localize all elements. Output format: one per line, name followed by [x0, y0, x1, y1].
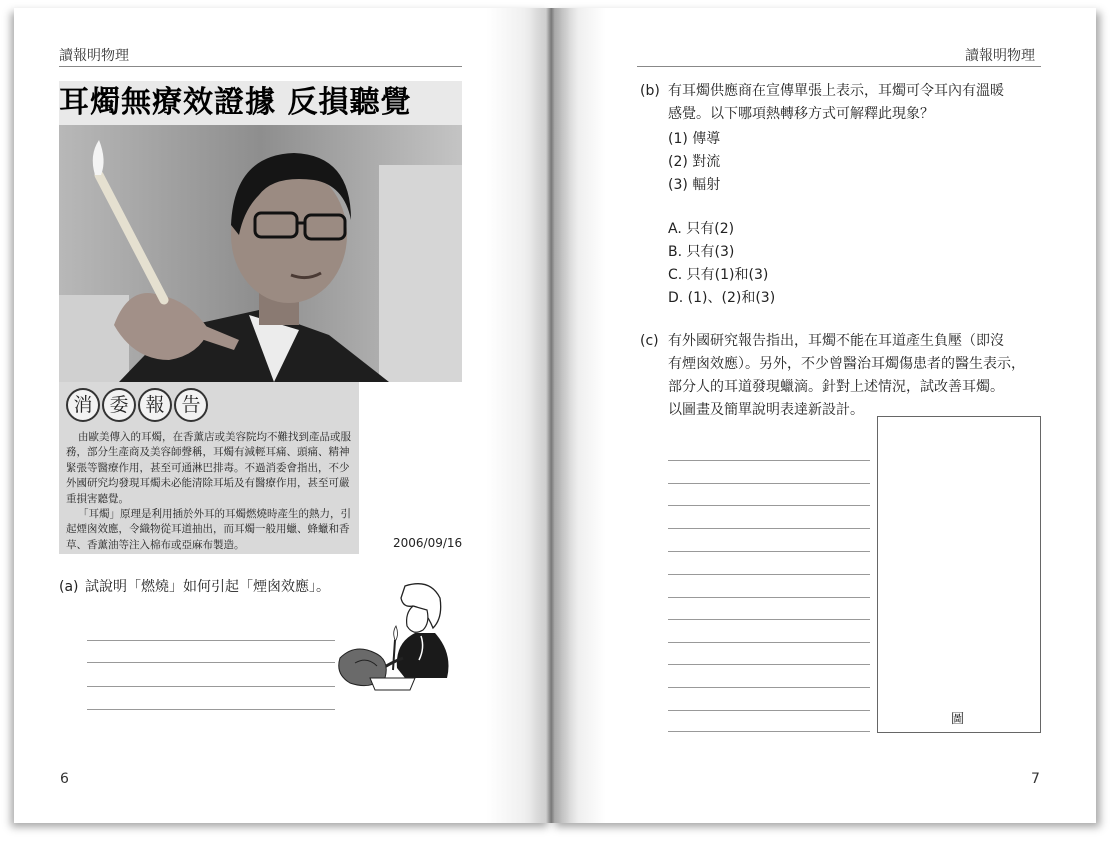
question-b-label: (b): [640, 83, 660, 99]
statement-3: (3) 輻射: [668, 177, 721, 193]
ear-candle-demonstration-illustration: [59, 125, 462, 382]
running-head-right: 讀報明物理: [965, 48, 1035, 64]
question-c-label: (c): [640, 333, 659, 349]
answer-line-c-1[interactable]: [668, 460, 870, 461]
report-paragraph-1: 由歐美傳入的耳燭，在香薰店或美容院均不難找到產品或服務，部分生產商及美容師聲稱，耳燭有減輕耳痛、頭痛、精神緊張等醫療作用，甚至可通淋巴排毒。不過消委會指出，不少外國研究均發現耳燭未必能清除耳垢及有醫療作用，甚至可嚴重損害聽覺。: [66, 431, 351, 505]
page-number-right: 7: [1031, 771, 1040, 787]
option-c[interactable]: C. 只有(1)和(3): [668, 267, 769, 283]
article-photo: [59, 125, 462, 382]
header-rule-right: [637, 66, 1041, 67]
answer-line-a-2[interactable]: [87, 662, 335, 663]
report-stamp-3: 報: [138, 388, 172, 422]
report-stamp-1: 消: [66, 388, 100, 422]
book-spine: [530, 8, 570, 823]
question-b-text-line1: 有耳燭供應商在宣傳單張上表示，耳燭可令耳內有溫暖: [668, 83, 1004, 99]
report-text: [66, 430, 356, 553]
answer-line-a-3[interactable]: [87, 686, 335, 687]
answer-line-c-2[interactable]: [668, 483, 870, 484]
answer-line-c-12[interactable]: [668, 710, 870, 711]
answer-line-c-13[interactable]: [668, 731, 870, 732]
answer-line-c-3[interactable]: [668, 505, 870, 506]
answer-line-c-11[interactable]: [668, 687, 870, 688]
running-head-left: 讀報明物理: [59, 48, 129, 64]
answer-line-c-9[interactable]: [668, 642, 870, 643]
question-c-line3: 部分人的耳道發現蠟滴。針對上述情況，試改善耳燭。: [668, 379, 1004, 395]
article-headline: 耳燭無療效證據 反損聽覺: [59, 81, 462, 125]
drawing-label: 圖: [951, 712, 965, 727]
answer-line-c-10[interactable]: [668, 664, 870, 665]
answer-line-a-4[interactable]: [87, 709, 335, 710]
question-a-text: 試說明「燃燒」如何引起「煙囪效應」。: [85, 579, 330, 595]
option-b[interactable]: B. 只有(3): [668, 244, 735, 260]
report-stamp-4: 告: [174, 388, 208, 422]
answer-line-a-1[interactable]: [87, 640, 335, 641]
report-paragraph-2: 「耳燭」原理是利用插於外耳的耳燭燃燒時產生的熱力，引起煙囪效應，令織物從耳道抽出，而耳燭一般用蠟、蜂蠟和香草、香薰油等注入棉布或亞麻布製造。: [66, 508, 351, 551]
answer-line-c-7[interactable]: [668, 597, 870, 598]
report-stamp-2: 委: [102, 388, 136, 422]
article-date: 2006/09/16: [393, 536, 463, 550]
answer-line-c-6[interactable]: [668, 574, 870, 575]
question-c-line4: 以圖畫及簡單說明表達新設計。: [668, 402, 864, 418]
option-a[interactable]: A. 只有(2): [668, 221, 735, 237]
statement-2: (2) 對流: [668, 154, 721, 170]
question-c-line2: 有煙囪效應）。另外，不少曾醫治耳燭傷患者的醫生表示，: [668, 356, 1025, 372]
woman-ear-candle-illustration: [335, 578, 465, 698]
answer-line-c-5[interactable]: [668, 551, 870, 552]
answer-line-c-4[interactable]: [668, 528, 870, 529]
question-b-text-line2: 感覺。以下哪項熱轉移方式可解釋此現象？: [668, 106, 934, 122]
page-number-left: 6: [60, 771, 69, 787]
question-c-line1: 有外國研究報告指出，耳燭不能在耳道產生負壓（即沒: [668, 333, 1004, 349]
drawing-box[interactable]: [877, 416, 1041, 733]
question-a-label: (a): [59, 579, 79, 595]
statement-1: (1) 傳導: [668, 131, 721, 147]
option-d[interactable]: D. (1)、(2)和(3): [668, 290, 776, 306]
answer-line-c-8[interactable]: [668, 619, 870, 620]
header-rule-left: [59, 66, 462, 67]
